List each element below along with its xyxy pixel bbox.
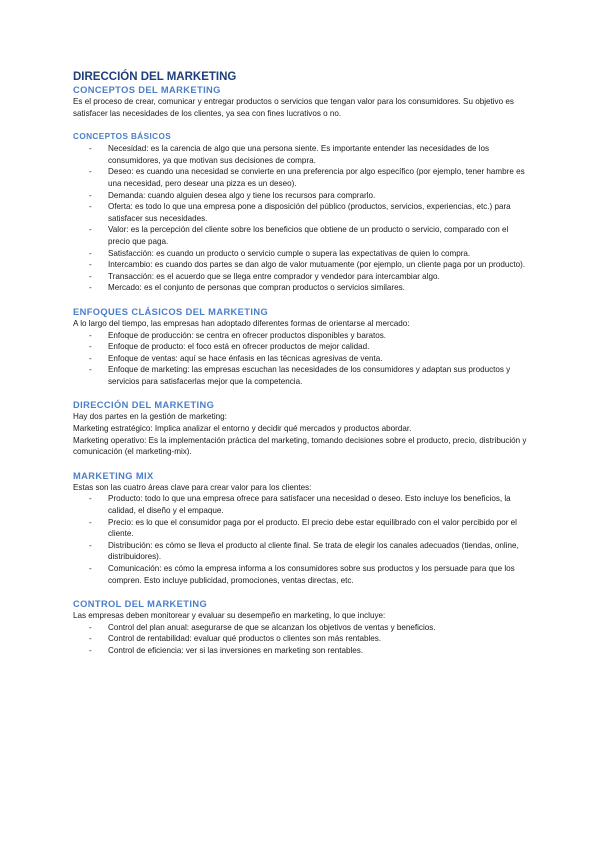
list-item: - Comunicación: es cómo la empresa informa a los consumidores sobre sus productos y los persuade para que los compren. Esto incluye publicidad, promociones, ventas directas, etc. [73,563,531,586]
list-item: - Enfoque de ventas: aquí se hace énfasis en las técnicas agresivas de venta. [73,353,531,365]
paragraph: Las empresas deben monitorear y evaluar su desempeño en marketing, lo que incluye: [73,611,386,621]
section-control-marketing [73,598,531,656]
document-title: DIRECCIÓN DEL MARKETING [73,71,237,83]
list-item: - Distribución: es cómo se lleva el producto al cliente final. Se trata de elegir los canales adecuados (tiendas, online, distribuidores). [73,540,531,563]
section-direccion-marketing [73,399,531,457]
list-item: - Producto: todo lo que una empresa ofrece para satisfacer una necesidad o deseo. Esto incluye los beneficios, la calidad, el diseño y el empaque. [73,493,531,516]
list-item: - Control de eficiencia: ver si las inversiones en marketing son rentables. [73,645,531,657]
list-item: - Necesidad: es la carencia de algo que una persona siente. Es importante entender las necesidades de los consumidores, ya que motivan sus decisiones de compra. [73,143,531,166]
section-heading: CONCEPTOS DEL MARKETING [73,85,221,95]
paragraph: Marketing estratégico: Implica analizar el entorno y decidir qué mercados y productos abordar. [73,424,412,434]
section-conceptos-basicos [73,131,531,294]
control-list [73,622,531,657]
section-heading: DIRECCIÓN DEL MARKETING [73,400,215,411]
list-item: - Control de rentabilidad: evaluar qué productos o clientes son más rentables. [73,633,531,645]
list-item: - Enfoque de producción: se centra en ofrecer productos disponibles y baratos. [73,330,531,342]
section-conceptos-marketing [73,84,531,119]
marketing-mix-list [73,493,531,586]
list-item: - Deseo: es cuando una necesidad se convierte en una preferencia por algo específico (por ejemplo, tener hambre es una necesidad, pero desear una pizza es un deseo). [73,166,531,189]
approaches-list [73,330,531,388]
section-marketing-mix [73,470,531,586]
document-page [73,70,531,657]
section-heading: CONCEPTOS BÁSICOS [73,132,172,142]
list-item: - Enfoque de producto: el foco está en ofrecer productos de mejor calidad. [73,341,531,353]
paragraph: Es el proceso de crear, comunicar y entregar productos o servicios que tengan valor para los consumidores. Su objetivo es satisfacer las necesidades de los clientes, ya sea con fines lucrativos o no. [73,97,514,118]
list-item: - Satisfacción: es cuando un producto o servicio cumple o supera las expectativas de quien lo compra. [73,248,531,260]
list-item: - Demanda: cuando alguien desea algo y tiene los recursos para comprarlo. [73,190,531,202]
paragraph: Marketing operativo: Es la implementación práctica del marketing, tomando decisiones sobre el producto, precio, distribución y comunicación (el marketing-mix). [73,435,527,457]
section-heading: MARKETING MIX [73,470,154,481]
paragraph: Estas son las cuatro áreas clave para crear valor para los clientes: [73,482,312,492]
list-item: - Enfoque de marketing: las empresas escuchan las necesidades de los consumidores y adaptan sus productos y servicios para satisfacerlas mejor que la competencia. [73,364,531,387]
list-item: - Oferta: es todo lo que una empresa pone a disposición del público (productos, servicios, experiencias, etc.) para satisfacer sus necesidades. [73,201,531,224]
list-item: - Intercambio: es cuando dos partes se dan algo de valor mutuamente (por ejemplo, un cliente paga por un producto). [73,259,531,271]
section-enfoques-clasicos [73,306,531,388]
list-item: - Control del plan anual: asegurarse de que se alcanzan los objetivos de ventas y beneficios. [73,622,531,634]
paragraph: Hay dos partes en la gestión de marketing: [73,412,227,422]
list-item: - Valor: es la percepción del cliente sobre los beneficios que obtiene de un producto o servicio, comparado con el precio que paga. [73,224,531,247]
paragraph: A lo largo del tiempo, las empresas han adoptado diferentes formas de orientarse al mercado: [73,318,410,328]
section-heading: CONTROL DEL MARKETING [73,599,208,610]
list-item: - Precio: es lo que el consumidor paga por el producto. El precio debe estar equilibrado con el valor percibido por el cliente. [73,517,531,540]
list-item: - Mercado: es el conjunto de personas que compran productos o servicios similares. [73,282,531,294]
section-heading: ENFOQUES CLÁSICOS DEL MARKETING [73,306,269,317]
list-item: - Transacción: es el acuerdo que se llega entre comprador y vendedor para intercambiar algo. [73,271,531,283]
concepts-list [73,143,531,294]
